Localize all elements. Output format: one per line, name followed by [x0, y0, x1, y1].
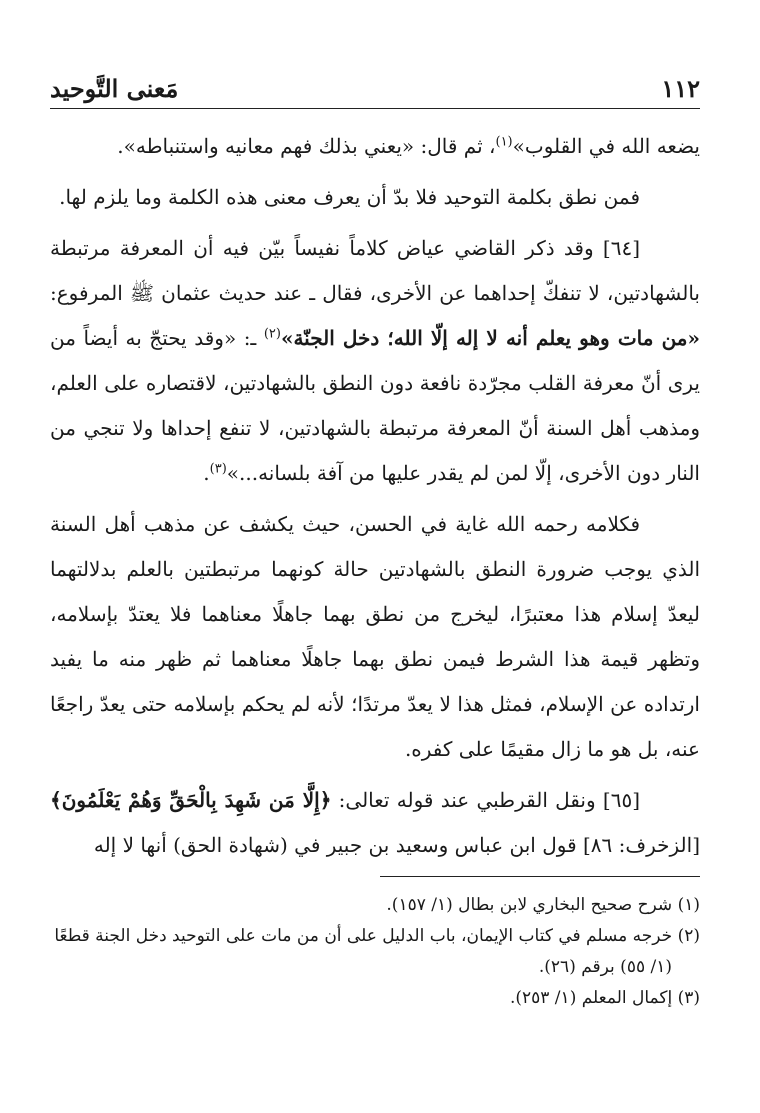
paragraph-3: [50, 226, 700, 496]
p3-end: .: [203, 461, 210, 485]
p3-body: ـ: «وقد يحتجّ به أيضاً من يرى أنّ معرفة القلب مجرّدة نافعة دون النطق بالشهادتين، لاقتصاره على العلم، ومذهب أهل السنة أنّ المعرفة مرتبطة بالشهادتين، لا تنفع إحداها ولا تنجي من النار دون الأخرى، إلّا لمن لم يقدر عليها من آفة بلسانه...»: [50, 326, 700, 485]
footnote-divider: [380, 876, 700, 877]
paragraph-1: [50, 124, 700, 169]
footnote-2: [50, 921, 700, 983]
body-text: [50, 124, 700, 868]
footnotes: [50, 890, 700, 1014]
footnote-ref-3: (٣): [209, 461, 227, 477]
running-title: مَعنى التَّوحيد: [50, 73, 179, 103]
footnote-3: (٣) إكمال المعلم (١/ ٢٥٣).: [509, 988, 700, 1008]
quran-verse: ﴿إِلَّا مَن شَهِدَ بِالْحَقِّ وَهُمْ يَعْلَمُونَ﴾: [50, 788, 332, 812]
p5-body: [الزخرف: ٨٦] قول ابن عباس وسعيد بن جبير في (شهادة الحق) أنها لا إله: [93, 833, 700, 857]
p3-intro: [٦٤] وقد ذكر القاضي عياض كلاماً نفيساً بيّن فيه أن المعرفة مرتبطة بالشهادتين، لا تنفكّ إحداهما عن الأخرى، فقال ـ عند حديث عثمان ﷺ المرفوع:: [50, 236, 700, 305]
page-header: [50, 68, 700, 109]
paragraph-4: فكلامه رحمه الله غاية في الحسن، حيث يكشف عن مذهب أهل السنة الذي يوجب ضرورة النطق بالشهادتين حالة كونهما مرتبطتين بالعلم بدلالتهما ليعدّ إسلام هذا معتبرًا، ليخرج من نطق بهما جاهلًا معناهما فلا يعتدّ بإسلامه، وتظهر قيمة هذا الشرط فيمن نطق بهما جاهلًا معناهما ثم ظهر منه ما يفيد ارتداده عن الإسلام، فمثل هذا لا يعدّ مرتدًا؛ لأنه لم يحكم بإسلامه حتى يعدّ راجعًا عنه، بل هو ما زال مقيمًا على كفره.: [50, 512, 700, 761]
p5-intro: [٦٥] ونقل القرطبي عند قوله تعالى:: [331, 788, 640, 812]
p1-text: يضعه الله في القلوب»: [512, 134, 700, 158]
paragraph-2: فمن نطق بكلمة التوحيد فلا بدّ أن يعرف معنى هذه الكلمة وما يلزم لها.: [59, 185, 640, 209]
p1-tail: ، ثم قال: «يعني بذلك فهم معانيه واستنباطه».: [117, 134, 496, 158]
hadith-quote: «من مات وهو يعلم أنه لا إله إلّا الله؛ دخل الجنّة»: [280, 326, 701, 350]
footnote-1: (١) شرح صحيح البخاري لابن بطال (١/ ١٥٧).: [386, 895, 700, 915]
page-number: ١١٢: [661, 73, 700, 103]
footnote-ref-1: (١): [495, 134, 513, 150]
footnote-ref-2: (٢): [263, 326, 281, 342]
paragraph-5: [50, 778, 700, 868]
footnote-2-line-1: (٢) خرجه مسلم في كتاب الإيمان، باب الدليل على أن من مات على التوحيد دخل الجنة قطعًا: [54, 926, 700, 946]
footnote-2-line-2: (١/ ٥٥) برقم (٢٦).: [538, 957, 672, 977]
